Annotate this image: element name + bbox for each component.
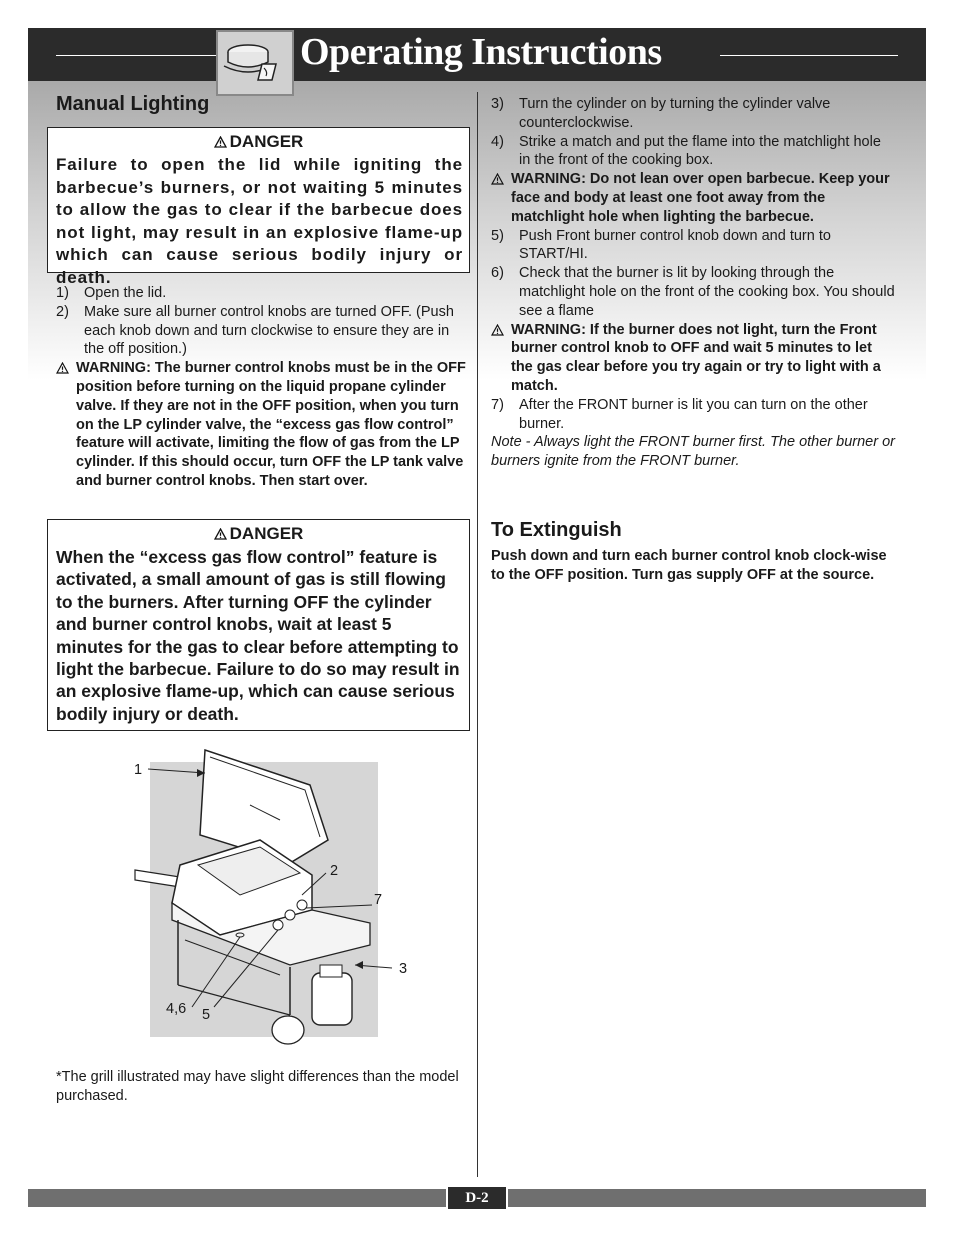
warning-triangle-icon xyxy=(214,528,227,540)
page-number: D-2 xyxy=(446,1187,508,1209)
list-item xyxy=(56,303,466,359)
warning-triangle-icon xyxy=(214,136,227,148)
step-text: Check that the burner is lit by looking through the matchlight hole on the front of the cooking box. You should see a flame xyxy=(519,265,895,319)
section-title-manual-lighting: Manual Lighting xyxy=(56,93,210,115)
callout-7: 7 xyxy=(374,892,383,908)
callout-5: 5 xyxy=(202,1007,211,1023)
warning-triangle-icon xyxy=(491,321,511,396)
warning-triangle-icon xyxy=(56,359,76,491)
header-rule-right xyxy=(720,55,898,56)
section-title-extinguish: To Extinguish xyxy=(491,519,622,541)
step-text: Make sure all burner control knobs are turned OFF. (Push each knob down and turn clockwise to ensure they are in the off position.) xyxy=(84,303,454,358)
grill-illustration xyxy=(130,745,420,1045)
warning-note xyxy=(491,170,896,226)
step-number: 1) xyxy=(56,285,69,301)
page-header xyxy=(28,28,926,81)
list-item xyxy=(491,95,896,133)
steps-list-right xyxy=(491,95,896,471)
step-number: 2) xyxy=(56,303,69,320)
danger-box-excess-flow xyxy=(47,519,470,731)
grill-burner-icon xyxy=(216,30,294,96)
step-number: 5) xyxy=(491,227,504,244)
step-text: Open the lid. xyxy=(84,285,167,301)
warning-text: WARNING: If the burner does not light, turn the Front burner control knob to OFF and wait 5 minutes to let the gas clear before you try again or try to light with a match. xyxy=(511,321,881,394)
danger-heading xyxy=(48,524,469,546)
warning-triangle-icon xyxy=(491,170,511,226)
page-title: Operating Instructions xyxy=(300,31,662,73)
danger-box-lid xyxy=(47,127,470,287)
list-item xyxy=(56,284,466,303)
steps-list-left xyxy=(56,284,466,491)
lighting-note: Note - Always light the FRONT burner first. The other burner or burners ignite from the FRONT burner. xyxy=(491,434,895,470)
step-number: 7) xyxy=(491,396,504,413)
list-item xyxy=(491,264,896,320)
danger-label: DANGER xyxy=(229,524,304,543)
step-text: Push Front burner control knob down and turn to START/HI. xyxy=(519,227,831,263)
warning-note xyxy=(56,359,466,491)
danger-text: Failure to open the lid while igniting the barbecue’s burners, or not waiting 5 minutes to allow the gas to clear if the barbecue does not light, may result in an explosive flame-up which can cause serious bodily injury or death. xyxy=(56,155,463,287)
callout-4-6: 4,6 xyxy=(166,1001,187,1017)
illustration-footnote: *The grill illustrated may have slight differences than the model purchased. xyxy=(56,1069,459,1104)
callout-2: 2 xyxy=(330,863,339,879)
extinguish-text: Push down and turn each burner control knob clock-wise to the OFF position. Turn gas supply OFF at the source. xyxy=(491,548,887,583)
danger-label: DANGER xyxy=(229,132,304,151)
step-number: 6) xyxy=(491,265,504,282)
step-number: 3) xyxy=(491,96,504,112)
list-item xyxy=(491,133,896,171)
warning-text: WARNING: The burner control knobs must be in the OFF position before turning on the liquid propane cylinder valve. If they are not in the OFF position, when you turn on the LP cylinder valve, the “excess gas flow control” feature will activate, limiting the flow of gas from the LP cylinder. If this should occur, turn OFF the LP tank valve and burner control knobs. Then start over. xyxy=(76,360,466,489)
step-text: Turn the cylinder on by turning the cylinder valve counterclockwise. xyxy=(519,96,831,131)
callout-1: 1 xyxy=(134,762,143,778)
warning-text: WARNING: Do not lean over open barbecue. Keep your face and body at least one foot away from the matchlight hole when lighting the barbecue. xyxy=(511,171,890,225)
list-item xyxy=(491,227,896,265)
danger-heading xyxy=(48,132,469,154)
step-number: 4) xyxy=(491,133,504,150)
column-divider xyxy=(477,92,478,1177)
warning-note xyxy=(491,321,896,396)
list-item xyxy=(491,396,896,434)
danger-text: When the “excess gas flow control” feature is activated, a small amount of gas is still flowing to the burners. After turning OFF the cylinder and burner control knobs, wait at least 5 minutes for the gas to clear before attempting to light the barbecue. Failure to do so may result in an explosive flame-up, which can cause serious bodily injury or death. xyxy=(56,547,460,724)
step-text: After the FRONT burner is lit you can turn on the other burner. xyxy=(519,396,868,432)
callout-3: 3 xyxy=(399,961,408,977)
step-text: Strike a match and put the flame into the matchlight hole in the front of the cooking box. xyxy=(519,133,881,169)
